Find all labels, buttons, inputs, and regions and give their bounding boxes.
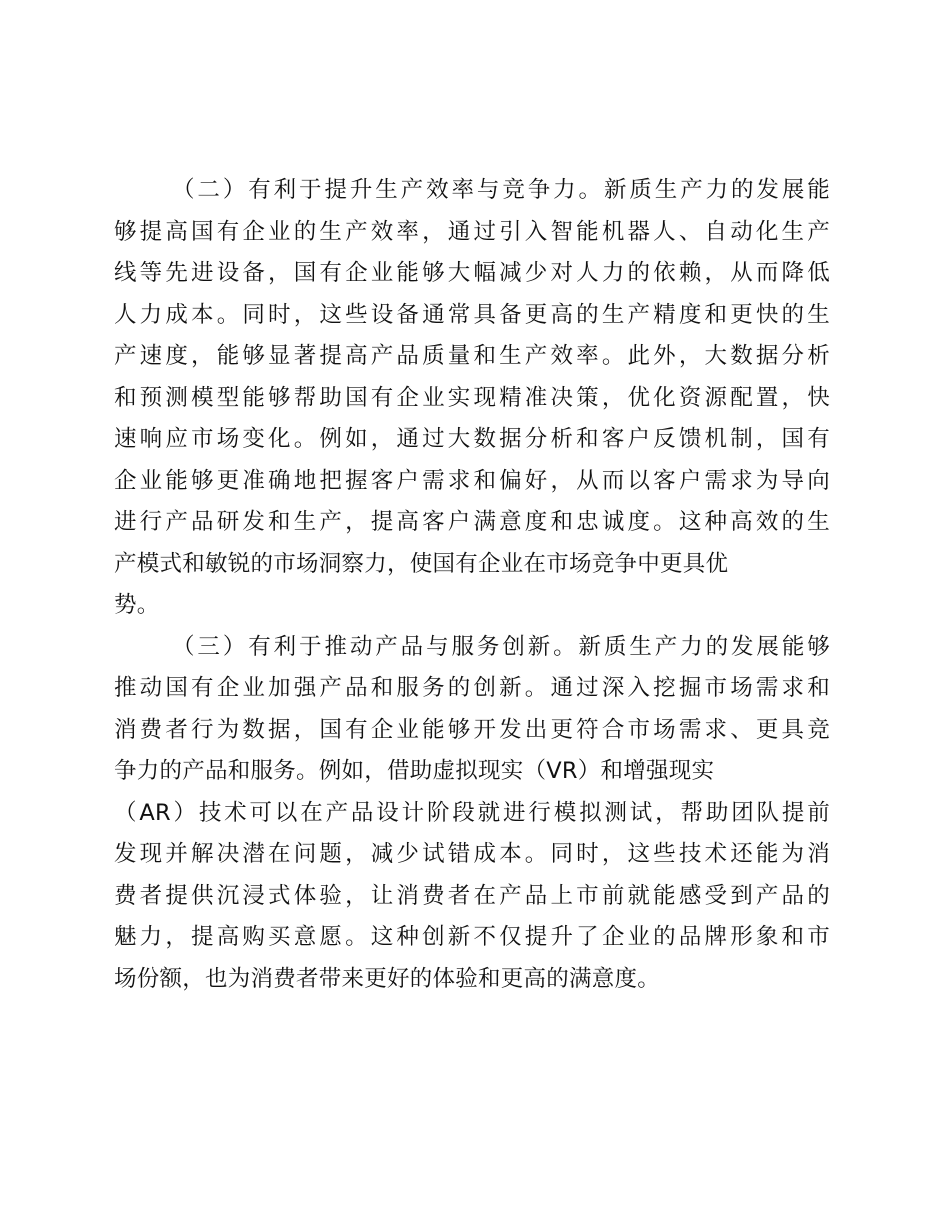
paragraph-line: 人力成本。同时，这些设备通常具备更高的生产精度和更快的生	[114, 301, 830, 328]
paragraph-line: 场份额，也为消费者带来更好的体验和更高的满意度。	[114, 965, 661, 992]
paragraph-section-3	[114, 627, 830, 1001]
paragraph-line: 进行产品研发和生产，提高客户满意度和忠诚度。这种高效的生	[114, 509, 830, 535]
paragraph-line: 企业能够更准确地把握客户需求和偏好，从而以客户需求为导向	[114, 467, 830, 494]
document-body	[114, 170, 830, 1000]
paragraph-line: 和预测模型能够帮助国有企业实现精准决策，优化资源配置，快	[114, 384, 830, 411]
paragraph-line: （AR）技术可以在产品设计阶段就进行模拟测试，帮助团队提前	[114, 799, 830, 826]
paragraph-line: 发现并解决潜在问题，减少试错成本。同时，这些技术还能为消	[114, 841, 830, 867]
paragraph-line: 推动国有企业加强产品和服务的创新。通过深入挖掘市场需求和	[114, 675, 830, 701]
paragraph-line: 够提高国有企业的生产效率，通过引入智能机器人、自动化生产	[114, 218, 830, 245]
paragraph-line: 魅力，提高购买意愿。这种创新不仅提升了企业的品牌形象和市	[114, 924, 830, 950]
paragraph-line: （三）有利于推动产品与服务创新。新质生产力的发展能够	[172, 633, 830, 660]
paragraph-line: （二）有利于提升生产效率与竞争力。新质生产力的发展能	[172, 177, 830, 203]
paragraph-line: 争力的产品和服务。例如，借助虚拟现实（VR）和增强现实	[114, 758, 715, 784]
paragraph-line: 产速度，能够显著提高产品质量和生产效率。此外，大数据分析	[114, 343, 830, 369]
paragraph-line: 速响应市场变化。例如，通过大数据分析和客户反馈机制，国有	[114, 426, 830, 452]
paragraph-line: 势。	[114, 592, 160, 618]
paragraph-line: 费者提供沉浸式体验，让消费者在产品上市前就能感受到产品的	[114, 882, 830, 909]
paragraph-section-2	[114, 170, 830, 627]
paragraph-line: 线等先进设备，国有企业能够大幅减少对人力的依赖，从而降低	[114, 260, 830, 286]
paragraph-line: 产模式和敏锐的市场洞察力，使国有企业在市场竞争中更具优	[114, 550, 729, 577]
paragraph-line: 消费者行为数据，国有企业能够开发出更符合市场需求、更具竞	[114, 716, 830, 743]
